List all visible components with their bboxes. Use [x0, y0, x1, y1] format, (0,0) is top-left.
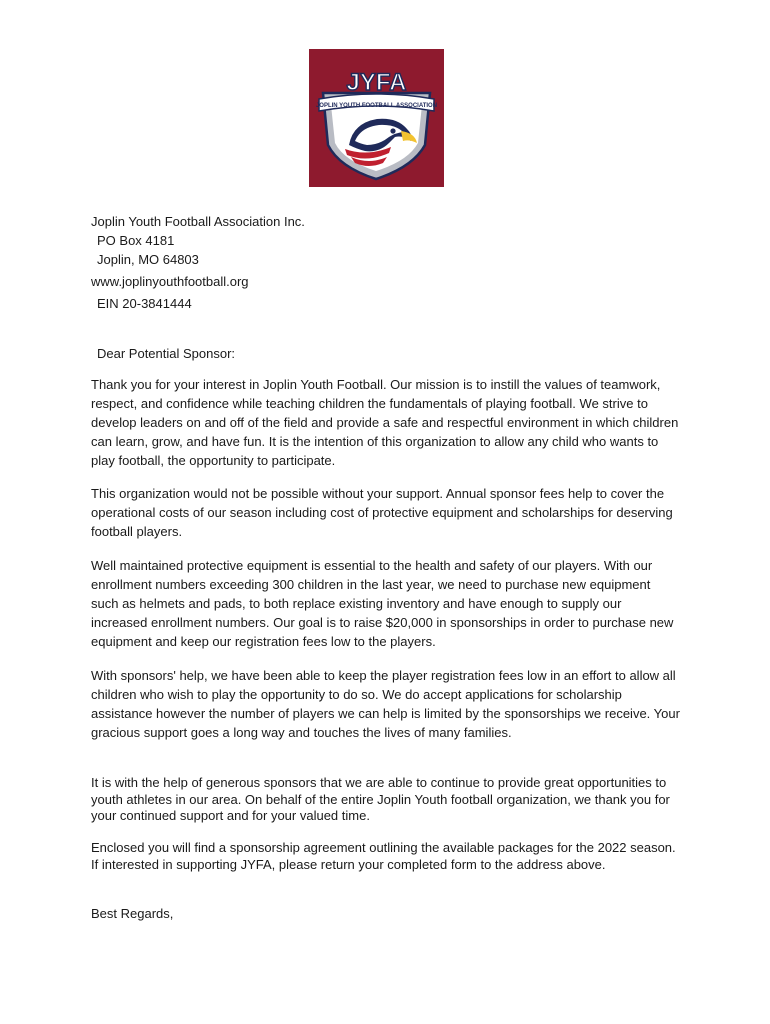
closing: Best Regards, [91, 906, 174, 921]
city-state-zip: Joplin, MO 64803 [97, 252, 199, 267]
paragraph-thanks: It is with the help of generous sponsors that we are able to continue to provide great opportunities to youth athletes in our area. On behalf of the entire Joplin Youth football organization, we thank you for your continued support and for your valued time. [91, 775, 670, 823]
eagle-shield-icon [309, 49, 444, 187]
logo-title: JYFA [346, 69, 407, 96]
po-box: PO Box 4181 [97, 233, 175, 248]
logo-banner-text: JOPLIN YOUTH FOOTBALL ASSOCIATION [315, 103, 438, 109]
paragraph-enclosed: Enclosed you will find a sponsorship agreement outlining the available packages for the 2022 season. If interested in supporting JYFA, please return your completed form to the address above. [91, 840, 676, 872]
ein-number: EIN 20-3841444 [97, 296, 192, 311]
paragraph-support: This organization would not be possible without your support. Annual sponsor fees help to cover the operational costs of our season including cost of protective equipment and scholarships for deserving football players. [91, 486, 673, 539]
paragraph-registration: With sponsors' help, we have been able to keep the player registration fees low in an effort to allow all children who wish to play the opportunity to do so. We do accept applications for scholarship assistance however the number of players we can help is limited by the sponsorships we receive. Your gracious support goes a long way and touches the lives of many families. [91, 668, 680, 740]
salutation: Dear Potential Sponsor: [97, 346, 236, 361]
org-name: Joplin Youth Football Association Inc. [91, 214, 305, 229]
website-link[interactable]: www.joplinyouthfootball.org [91, 274, 249, 289]
paragraph-mission: Thank you for your interest in Joplin Youth Football. Our mission is to instill the values of teamwork, respect, and confidence while teaching children the fundamentals of playing football. We strive to develop leaders on and off of the field and provide a safe and respectful environment in which children can learn, grow, and have fun. It is the intention of this organization to allow any child who wants to play football, the opportunity to participate. [91, 377, 679, 468]
paragraph-equipment: Well maintained protective equipment is essential to the health and safety of our players. With our enrollment numbers exceeding 300 children in the last year, we need to purchase new equipment such as helmets and pads, to both replace existing inventory and have enough to supply our increased enrollment numbers. Our goal is to raise $20,000 in sponsorships in order to purchase new equipment and keep our registration fees low to the players. [91, 558, 674, 649]
jyfa-logo [309, 49, 444, 187]
